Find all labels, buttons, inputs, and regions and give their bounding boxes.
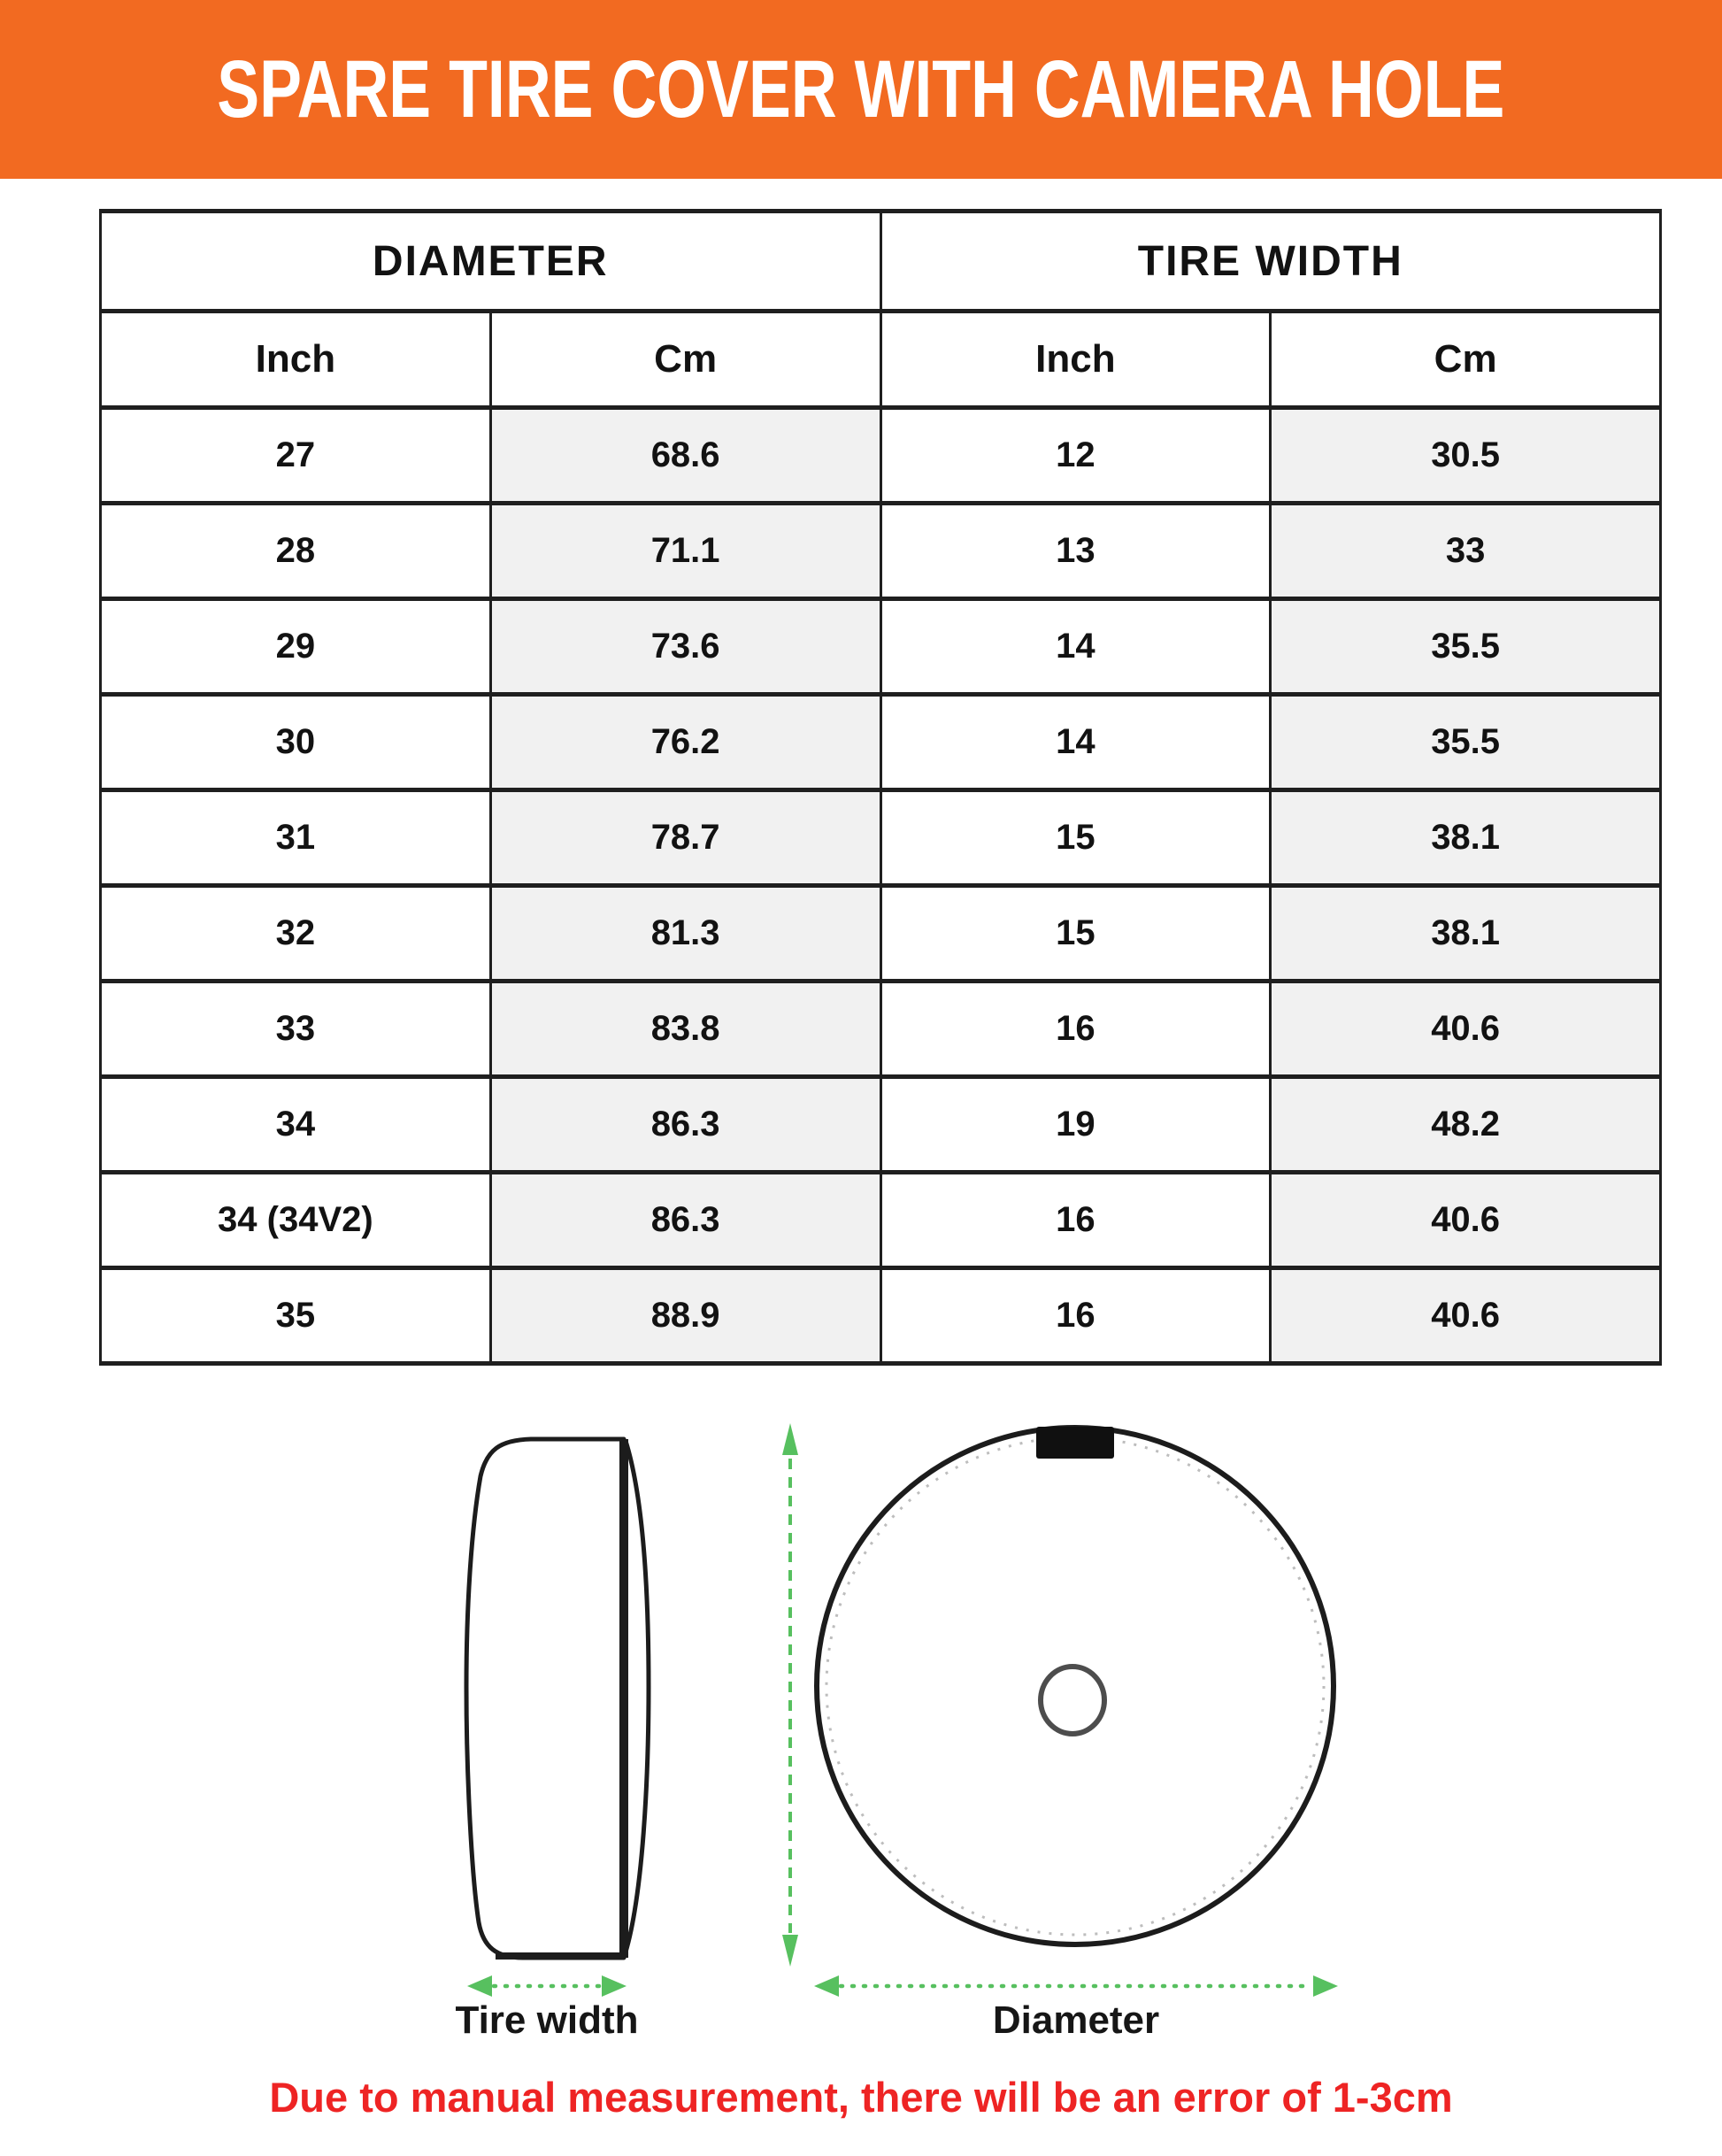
measurement-error-note: Due to manual measurement, there will be an error of 1-3cm <box>269 2074 1453 2121</box>
table-cell: 48.2 <box>1271 1077 1661 1173</box>
table-cell: 86.3 <box>490 1173 880 1268</box>
tire-width-label: Tire width <box>455 1998 639 2042</box>
table-cell: 33 <box>101 982 491 1077</box>
table-cell: 30.5 <box>1271 408 1661 504</box>
table-cell: 16 <box>880 1268 1271 1364</box>
column-header-cm: Cm <box>490 312 880 408</box>
table-row <box>101 982 1661 1077</box>
tire-front-view <box>817 1427 1334 1944</box>
table-cell: 40.6 <box>1271 1173 1661 1268</box>
table-cell: 73.6 <box>490 599 880 695</box>
table-cell: 15 <box>880 790 1271 886</box>
table-cell: 86.3 <box>490 1077 880 1173</box>
table-cell: 16 <box>880 982 1271 1077</box>
vertical-diameter-arrow <box>782 1423 798 1967</box>
table-cell: 35 <box>101 1268 491 1364</box>
tire-width-group-header: TIRE WIDTH <box>880 212 1661 312</box>
table-cell: 34 (34V2) <box>101 1173 491 1268</box>
table-cell: 68.6 <box>490 408 880 504</box>
table-cell: 19 <box>880 1077 1271 1173</box>
table-cell: 28 <box>101 504 491 599</box>
header-banner <box>0 0 1722 179</box>
arrowhead-right-icon <box>1313 1975 1338 1997</box>
table-cell: 35.5 <box>1271 599 1661 695</box>
table-row <box>101 599 1661 695</box>
diameter-label: Diameter <box>992 1998 1160 2042</box>
table-cell: 38.1 <box>1271 886 1661 982</box>
table-cell: 88.9 <box>490 1268 880 1364</box>
table-cell: 14 <box>880 695 1271 790</box>
table-row <box>101 886 1661 982</box>
tire-side-view <box>466 1439 649 1958</box>
table-group-header-row <box>101 212 1661 312</box>
table-cell: 83.8 <box>490 982 880 1077</box>
table-row <box>101 790 1661 886</box>
table-cell: 27 <box>101 408 491 504</box>
table-row <box>101 1077 1661 1173</box>
table-column-header-row <box>101 312 1661 408</box>
diameter-arrow <box>814 1975 1338 1997</box>
table-cell: 71.1 <box>490 504 880 599</box>
table-row <box>101 695 1661 790</box>
table-cell: 13 <box>880 504 1271 599</box>
table-cell: 29 <box>101 599 491 695</box>
table-cell: 30 <box>101 695 491 790</box>
column-header-inch: Inch <box>101 312 491 408</box>
table-row <box>101 504 1661 599</box>
camera-hole-marker <box>1036 1427 1114 1459</box>
arrowhead-left-icon <box>467 1975 492 1997</box>
table-cell: 40.6 <box>1271 1268 1661 1364</box>
arrowhead-left-icon <box>814 1975 839 1997</box>
column-header-cm: Cm <box>1271 312 1661 408</box>
table-cell: 12 <box>880 408 1271 504</box>
tire-width-arrow <box>467 1975 627 1997</box>
arrowhead-up-icon <box>782 1423 798 1455</box>
diameter-group-header: DIAMETER <box>101 212 881 312</box>
table-cell: 38.1 <box>1271 790 1661 886</box>
table-row <box>101 1173 1661 1268</box>
table-row <box>101 1268 1661 1364</box>
table-cell: 14 <box>880 599 1271 695</box>
tire-side-view-outline <box>466 1439 624 1958</box>
table-cell: 32 <box>101 886 491 982</box>
table-cell: 78.7 <box>490 790 880 886</box>
table-cell: 33 <box>1271 504 1661 599</box>
table-cell: 40.6 <box>1271 982 1661 1077</box>
arrowhead-down-icon <box>782 1935 798 1967</box>
measurement-diagram <box>0 1381 1722 2053</box>
arrowhead-right-icon <box>602 1975 627 1997</box>
size-chart-table <box>99 209 1662 1366</box>
table-cell: 16 <box>880 1173 1271 1268</box>
center-hole <box>1041 1667 1104 1734</box>
table-cell: 81.3 <box>490 886 880 982</box>
table-cell: 15 <box>880 886 1271 982</box>
table-cell: 76.2 <box>490 695 880 790</box>
table-cell: 35.5 <box>1271 695 1661 790</box>
table-cell: 31 <box>101 790 491 886</box>
table-row <box>101 408 1661 504</box>
column-header-inch: Inch <box>880 312 1271 408</box>
table-cell: 34 <box>101 1077 491 1173</box>
page-title: SPARE TIRE COVER WITH CAMERA HOLE <box>217 43 1505 135</box>
